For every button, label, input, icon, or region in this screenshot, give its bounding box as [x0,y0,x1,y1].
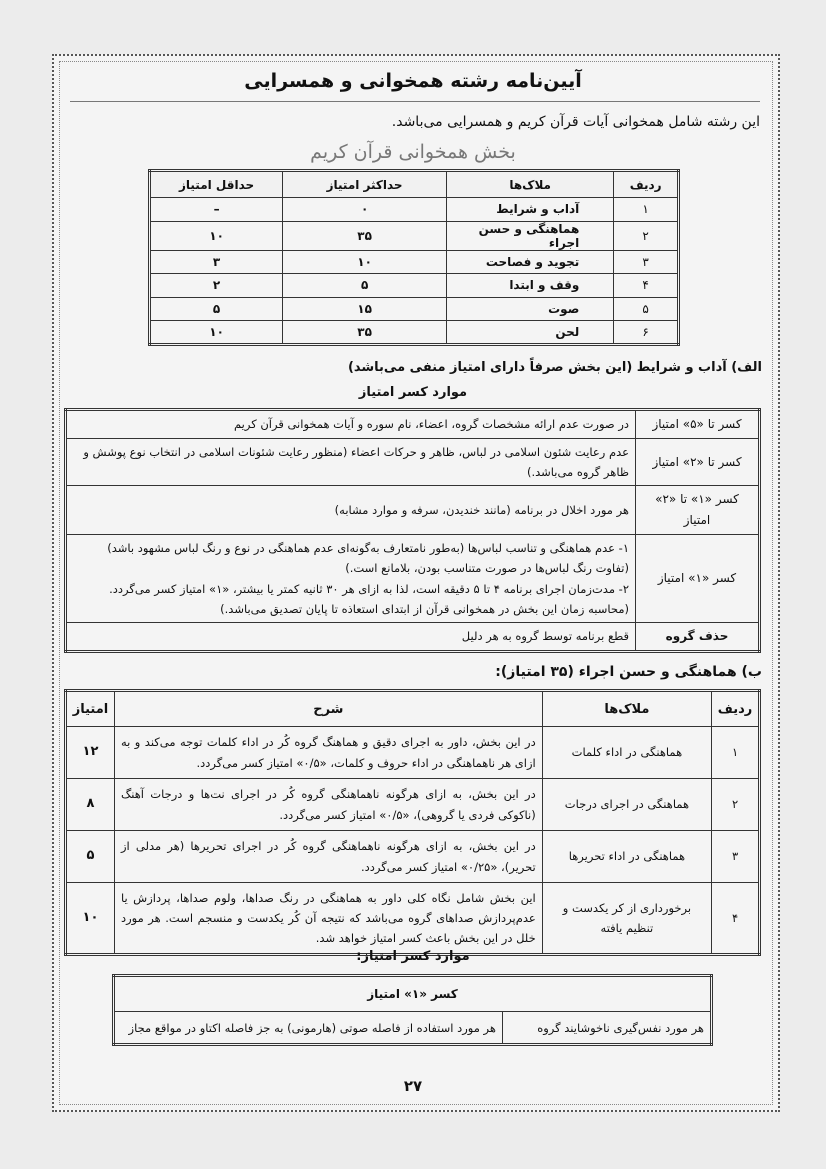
row-number: ۱ [712,727,760,779]
header-cell: ردیف [614,171,679,198]
deduction-desc [66,622,636,651]
criterion-cell: وقف و ابتدا [447,274,614,298]
max-score-cell: ۱۰ [283,250,447,274]
score-cell: ۱۲ [66,727,115,779]
table-row [66,831,760,883]
min-score-cell: ۲ [150,274,283,298]
deduction-desc [66,439,636,486]
table-row [66,727,760,779]
max-score-cell: ۱۵ [283,297,447,321]
description-cell: در این بخش، به ازای هرگونه ناهماهنگی گروه کُر در اجرای نت‌ها و درجات آهنگ (ناکوکی فردی یا گروهی)، «۰/۵» امتیاز کسر می‌گردد. [114,779,542,831]
max-score-cell: ۳۵ [283,321,447,345]
criterion-cell: صوت [447,297,614,321]
desc-line: عدم رعایت شئون اسلامی در لباس، ظاهر و حرکات اعضاء (منظور رعایت شئونات اسلامی در انتخاب نوع پوشش و ظاهر گروه می‌باشد.) [83,445,629,480]
score-cell: ۱۰ [66,883,115,955]
page-title: آیین‌نامه رشته همخوانی و همسرایی [244,70,582,92]
section-a-subtitle: موارد کسر امتیاز [358,385,468,400]
section-subtitle: بخش همخوانی قرآن کریم [310,141,516,163]
score-cell: ۸ [66,779,115,831]
row-number: ۱ [614,198,679,222]
deduction-item: هر مورد استفاده از فاصله صوتی (هارمونی) به جز فاصله اکتاو در مواقع مجاز [114,1012,503,1045]
deduction-item: هر مورد نفس‌گیری ناخوشایند گروه [502,1012,711,1045]
table-row [150,250,679,274]
table-row [150,221,679,250]
deduction-label: کسر «۱» امتیاز [636,535,760,623]
criterion-cell: هماهنگی در اجرای درجات [542,779,711,831]
max-score-cell: ۵ [283,274,447,298]
criterion-cell: برخورداری از کر یکدست و تنظیم یافته [542,883,711,955]
harmony-table [64,689,761,956]
desc-line: ۲- مدت‌زمان اجرای برنامه ۴ تا ۵ دقیقه است، لذا به ازای هر ۳۰ ثانیه کمتر یا بیشتر، «۱» امتیاز کسر می‌گردد. [109,581,629,596]
table-row [150,198,679,222]
deduction-desc [66,535,636,623]
min-score-cell: – [150,198,283,222]
criteria-table [148,169,680,346]
table-row [66,883,760,955]
deduction-desc [66,410,636,439]
min-score-cell: ۵ [150,297,283,321]
max-score-cell: ۳۵ [283,221,447,250]
table-row [150,321,679,345]
desc-line: هر مورد اخلال در برنامه (مانند خندیدن، سرفه و موارد مشابه) [334,503,629,518]
row-number: ۵ [614,297,679,321]
desc-line: (محاسبه زمان این بخش در همخوانی قرآن از ابتدای استعاذه تا پایان تصدیق می‌باشد.) [220,601,629,616]
harmony-deductions-table [112,974,713,1046]
min-score-cell: ۳ [150,250,283,274]
table-header-row [114,976,712,1012]
row-number: ۴ [712,883,760,955]
criterion-cell: هماهنگی در اداء کلمات [542,727,711,779]
desc-line: (تفاوت رنگ لباس‌ها در صورت متناسب بودن، بلامانع است.) [345,561,629,576]
header-cell: ردیف [712,691,760,727]
deduction-label: حذف گروه [636,622,760,651]
section-b-title: ب) هماهنگی و حسن اجراء (۳۵ امتیاز): [495,664,762,680]
header-cell: امتیاز [66,691,115,727]
table-row [150,274,679,298]
section-b-deductions-title: موارد کسر امتیاز: [356,949,470,964]
max-score-cell: ۰ [283,198,447,222]
row-number: ۲ [712,779,760,831]
desc-line: قطع برنامه توسط گروه به هر دلیل [461,629,629,644]
header-cell: حداقل امتیاز [150,171,283,198]
deduction-label: کسر «۱» تا «۲» امتیاز [636,486,760,535]
intro-text: این رشته شامل همخوانی آیات قرآن کریم و همسرایی می‌باشد. [391,114,760,130]
criterion-cell: لحن [447,321,614,345]
desc-line: ۱- عدم هماهنگی و تناسب لباس‌ها (به‌طور نامتعارف به‌گونه‌ای عدم هماهنگی در نوع و رنگ لباس مشهود باشد) [107,541,629,556]
table-header-row [150,171,679,198]
description-cell: در این بخش، داور به اجرای دقیق و هماهنگ گروه کُر در اداء کلمات توجه می‌کند و به ازای هر ناهماهنگی در اداء حروف و کلمات، «۰/۵» امتیاز کسر می‌گردد. [114,727,542,779]
deduction-label: کسر تا «۲» امتیاز [636,439,760,486]
description-cell: در این بخش، به ازای هرگونه ناهماهنگی گروه کُر در اجرای تحریرها (هر مدلی از تحریر)، «۰/۲۵» امتیاز کسر می‌گردد. [114,831,542,883]
table-row [114,1012,712,1045]
deductions-table [64,408,761,653]
score-cell: ۵ [66,831,115,883]
page-number: ۲۷ [403,1077,423,1095]
table-row [66,779,760,831]
header-cell: کسر «۱» امتیاز [114,976,712,1012]
criterion-cell: هماهنگی و حسن اجراء [447,221,614,250]
table-row [66,410,760,439]
header-cell: ملاک‌ها [447,171,614,198]
table-row [66,622,760,651]
title-divider [70,101,760,102]
table-row [66,439,760,486]
row-number: ۳ [614,250,679,274]
header-cell: ملاک‌ها [542,691,711,727]
header-cell: حداکثر امتیاز [283,171,447,198]
table-row [66,486,760,535]
table-row [66,535,760,623]
desc-line: در صورت عدم ارائه مشخصات گروه، اعضاء، نام سوره و آیات همخوانی قرآن کریم [234,417,629,432]
min-score-cell: ۱۰ [150,321,283,345]
criterion-cell: تجوید و فصاحت [447,250,614,274]
deduction-desc [66,486,636,535]
deduction-label: کسر تا «۵» امتیاز [636,410,760,439]
row-number: ۲ [614,221,679,250]
header-cell: شرح [114,691,542,727]
criterion-cell: آداب و شرایط [447,198,614,222]
row-number: ۴ [614,274,679,298]
min-score-cell: ۱۰ [150,221,283,250]
description-cell: این بخش شامل نگاه کلی داور به هماهنگی در رنگ صداها، ولوم صداها، پردازش یا عدم‌پردازش صداهای گروه می‌باشد که نتیجه آن کُر یکدست و منسجم است. هر مورد خلل در این بخش باعث کسر امتیاز خواهد شد. [114,883,542,955]
criterion-cell: هماهنگی در اداء تحریرها [542,831,711,883]
table-header-row [66,691,760,727]
section-a-title: الف) آداب و شرایط (این بخش صرفاً دارای امتیاز منفی می‌باشد) [347,360,762,375]
row-number: ۶ [614,321,679,345]
table-row [150,297,679,321]
row-number: ۳ [712,831,760,883]
